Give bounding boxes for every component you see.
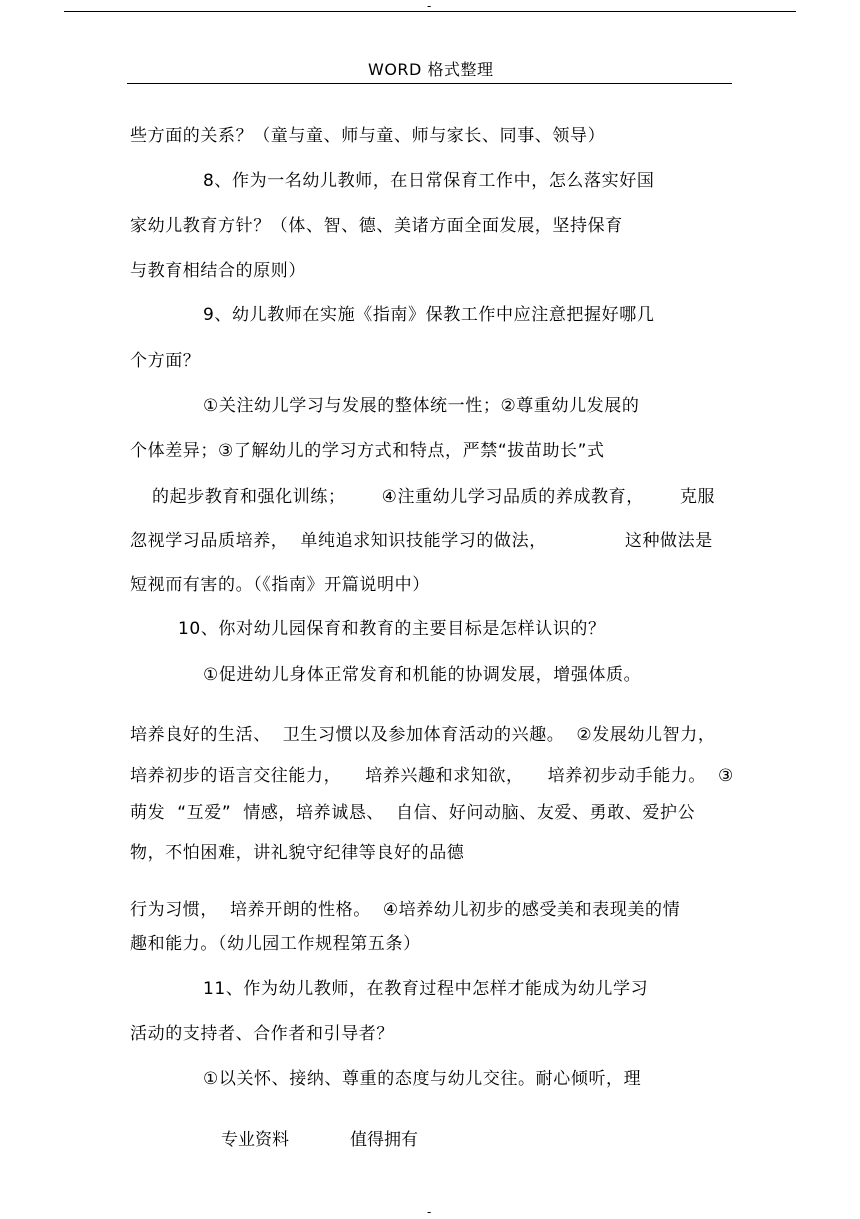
body-line-3: 家幼儿教育方针？（体、智、德、美诸方面全面发展，坚持保育 xyxy=(130,216,623,236)
body-line-15: 培养初步的语言交往能力， 培养兴趣和求知欲， 培养初步动手能力。 ③ xyxy=(130,766,734,786)
body-line-21: 活动的支持者、合作者和引导者？ xyxy=(130,1024,394,1044)
page-header-title: WORD 格式整理 xyxy=(368,60,494,79)
body-line-8: 个体差异；③了解幼儿的学习方式和特点，严禁“拔苗助长”式 xyxy=(130,441,605,461)
header-marker: - xyxy=(427,0,432,13)
body-line-9: 的起步教育和强化训练； ④注重幼儿学习品质的养成教育， 克服 xyxy=(152,487,716,507)
body-line-12: 10、你对幼儿园保育和教育的主要目标是怎样认识的？ xyxy=(178,619,606,639)
body-line-17: 物，不怕困难，讲礼貌守纪律等良好的品德 xyxy=(130,843,465,863)
body-line-7: ①关注幼儿学习与发展的整体统一性；②尊重幼儿发展的 xyxy=(203,396,640,416)
body-line-2: 8、作为一名幼儿教师，在日常保育工作中，怎么落实好国 xyxy=(203,171,655,191)
body-line-14: 培养良好的生活、 卫生习惯以及参加体育活动的兴趣。 ②发展幼儿智力， xyxy=(130,725,716,745)
body-line-6: 个方面？ xyxy=(130,351,201,371)
body-line-4: 与教育相结合的原则） xyxy=(130,261,306,281)
body-line-11: 短视而有害的。（《指南》开篇说明中） xyxy=(130,575,430,595)
footer-right-text: 值得拥有 xyxy=(350,1130,418,1150)
body-line-16: 萌发 “互爱” 情感，培养诚恳、 自信、好问动脑、友爱、勇敢、爱护公 xyxy=(130,803,696,823)
body-line-18: 行为习惯， 培养开朗的性格。 ④培养幼儿初步的感受美和表现美的情 xyxy=(130,900,681,920)
body-line-5: 9、幼儿教师在实施《指南》保教工作中应注意把握好哪几 xyxy=(203,305,655,325)
body-line-10: 忽视学习品质培养， 单纯追求知识技能学习的做法， 这种做法是 xyxy=(130,531,713,551)
body-line-19: 趣和能力。（幼儿园工作规程第五条） xyxy=(130,934,421,954)
body-line-20: 11、作为幼儿教师，在教育过程中怎样才能成为幼儿学习 xyxy=(203,979,649,999)
footer-left-text: 专业资料 xyxy=(221,1130,289,1150)
footer-marker: - xyxy=(427,1205,432,1219)
body-line-13: ①促进幼儿身体正常发育和机能的协调发展，增强体质。 xyxy=(203,665,642,685)
header-underline xyxy=(127,83,732,84)
body-line-1: 些方面的关系？（童与童、师与童、师与家长、同事、领导） xyxy=(130,126,606,146)
body-line-22: ①以关怀、接纳、尊重的态度与幼儿交往。耐心倾听，理 xyxy=(203,1069,642,1089)
